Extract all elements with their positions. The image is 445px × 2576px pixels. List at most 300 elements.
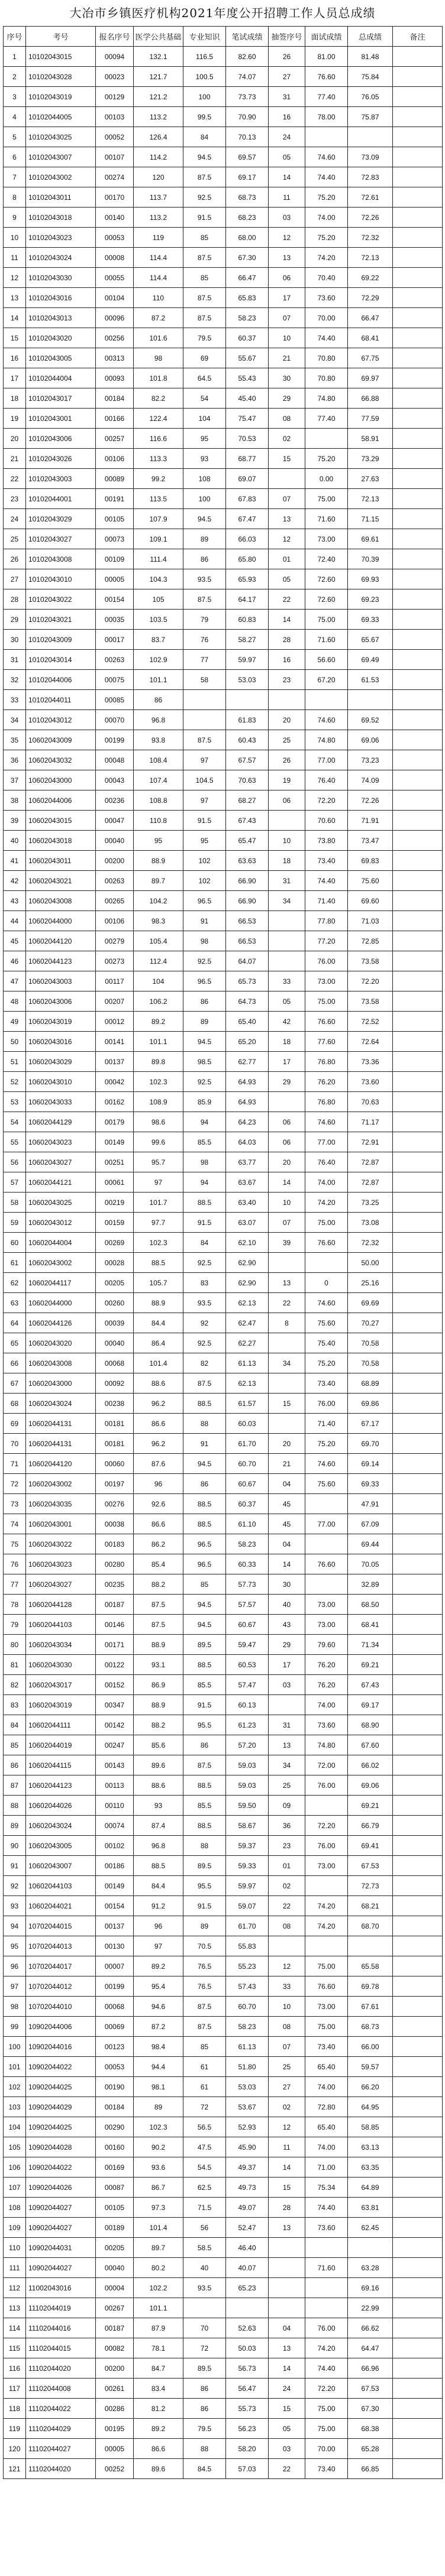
cell-written-score: 53.03 bbox=[226, 2077, 269, 2097]
cell-written-score: 66.90 bbox=[226, 891, 269, 911]
cell-medical-basics: 112.4 bbox=[134, 951, 183, 971]
table-row bbox=[4, 1152, 443, 1172]
cell-exam-number: 10102043012 bbox=[26, 710, 96, 730]
cell-interview-score: 75.40 bbox=[305, 1333, 348, 1353]
cell-interview-score bbox=[305, 1796, 348, 1816]
cell-remarks bbox=[393, 1715, 443, 1735]
cell-exam-number: 10602043002 bbox=[26, 1253, 96, 1273]
cell-exam-number: 10602043006 bbox=[26, 991, 96, 1012]
table-row bbox=[4, 1313, 443, 1333]
cell-interview-score: 73.00 bbox=[305, 1615, 348, 1635]
cell-professional-knowledge: 84 bbox=[183, 127, 226, 147]
cell-medical-basics: 84.4 bbox=[134, 1313, 183, 1333]
cell-written-score: 64.23 bbox=[226, 1112, 269, 1132]
cell-interview-score: 72.20 bbox=[305, 2379, 348, 2399]
cell-total-score: 58.85 bbox=[348, 2117, 393, 2137]
cell-written-score: 64.93 bbox=[226, 1072, 269, 1092]
cell-written-score: 56.47 bbox=[226, 2379, 269, 2399]
cell-total-score: 81.48 bbox=[348, 47, 393, 67]
cell-index: 9 bbox=[4, 208, 26, 228]
cell-draw-number: 30 bbox=[269, 368, 305, 388]
cell-medical-basics: 108.4 bbox=[134, 750, 183, 770]
cell-professional-knowledge: 85 bbox=[183, 1574, 226, 1595]
header-exam-number: 考号 bbox=[26, 27, 96, 47]
cell-remarks bbox=[393, 2157, 443, 2178]
cell-medical-basics: 87.2 bbox=[134, 308, 183, 328]
cell-registration-number: 00105 bbox=[96, 509, 134, 529]
cell-interview-score: 76.20 bbox=[305, 1675, 348, 1695]
cell-medical-basics: 88.9 bbox=[134, 851, 183, 871]
cell-index: 16 bbox=[4, 348, 26, 368]
cell-total-score: 69.17 bbox=[348, 1695, 393, 1715]
cell-written-score: 56.73 bbox=[226, 2358, 269, 2379]
cell-remarks bbox=[393, 1796, 443, 1816]
cell-interview-score: 73.00 bbox=[305, 971, 348, 991]
cell-professional-knowledge: 85.9 bbox=[183, 1092, 226, 1112]
cell-remarks bbox=[393, 710, 443, 730]
cell-exam-number: 10102043026 bbox=[26, 449, 96, 469]
cell-total-score: 63.81 bbox=[348, 2198, 393, 2218]
table-row bbox=[4, 2117, 443, 2137]
cell-registration-number: 00290 bbox=[96, 2117, 134, 2137]
cell-professional-knowledge: 89 bbox=[183, 1012, 226, 1032]
cell-total-score: 69.69 bbox=[348, 1293, 393, 1313]
cell-total-score: 25.16 bbox=[348, 1273, 393, 1293]
cell-written-score: 63.63 bbox=[226, 851, 269, 871]
cell-remarks bbox=[393, 2379, 443, 2399]
cell-remarks bbox=[393, 107, 443, 127]
cell-draw-number: 04 bbox=[269, 1474, 305, 1494]
cell-interview-score: 75.00 bbox=[305, 610, 348, 630]
cell-written-score: 70.63 bbox=[226, 770, 269, 790]
cell-medical-basics: 87.6 bbox=[134, 1454, 183, 1474]
cell-professional-knowledge: 89.5 bbox=[183, 1635, 226, 1655]
table-row bbox=[4, 469, 443, 489]
cell-index: 119 bbox=[4, 2419, 26, 2439]
cell-exam-number: 10602043024 bbox=[26, 1816, 96, 1836]
cell-total-score: 67.09 bbox=[348, 1514, 393, 1534]
cell-draw-number: 07 bbox=[269, 489, 305, 509]
cell-index: 5 bbox=[4, 127, 26, 147]
cell-interview-score: 78.00 bbox=[305, 107, 348, 127]
cell-interview-score: 72.00 bbox=[305, 1755, 348, 1775]
cell-remarks bbox=[393, 1956, 443, 1976]
cell-registration-number: 00068 bbox=[96, 1353, 134, 1373]
cell-index: 12 bbox=[4, 268, 26, 288]
table-row bbox=[4, 328, 443, 348]
cell-total-score: 72.87 bbox=[348, 1172, 393, 1193]
cell-registration-number: 00096 bbox=[96, 308, 134, 328]
cell-draw-number: 13 bbox=[269, 1273, 305, 1293]
cell-exam-number: 10602043000 bbox=[26, 1373, 96, 1394]
cell-written-score: 58.23 bbox=[226, 1534, 269, 1554]
table-row bbox=[4, 2298, 443, 2318]
cell-draw-number: 24 bbox=[269, 2379, 305, 2399]
cell-remarks bbox=[393, 1434, 443, 1454]
cell-exam-number: 10102043014 bbox=[26, 650, 96, 670]
table-row bbox=[4, 1032, 443, 1052]
cell-draw-number: 14 bbox=[269, 610, 305, 630]
cell-registration-number: 00039 bbox=[96, 1313, 134, 1333]
cell-registration-number: 00269 bbox=[96, 1233, 134, 1253]
cell-exam-number: 11102044020 bbox=[26, 2358, 96, 2379]
cell-registration-number: 00106 bbox=[96, 449, 134, 469]
cell-written-score: 68.27 bbox=[226, 790, 269, 811]
cell-written-score: 62.13 bbox=[226, 1293, 269, 1313]
cell-index: 21 bbox=[4, 449, 26, 469]
cell-total-score: 66.62 bbox=[348, 2318, 393, 2338]
header-written-score: 笔试成绩 bbox=[226, 27, 269, 47]
cell-registration-number: 00106 bbox=[96, 911, 134, 931]
cell-index: 98 bbox=[4, 1997, 26, 2017]
cell-index: 94 bbox=[4, 1916, 26, 1936]
cell-medical-basics: 126.4 bbox=[134, 127, 183, 147]
cell-remarks bbox=[393, 1635, 443, 1655]
cell-written-score: 59.03 bbox=[226, 1755, 269, 1775]
cell-written-score: 67.47 bbox=[226, 509, 269, 529]
cell-written-score: 59.07 bbox=[226, 1896, 269, 1916]
cell-total-score: 72.91 bbox=[348, 1132, 393, 1152]
cell-interview-score: 72.60 bbox=[305, 589, 348, 610]
cell-total-score: 70.58 bbox=[348, 1353, 393, 1373]
cell-exam-number: 11102044020 bbox=[26, 2459, 96, 2479]
cell-index: 75 bbox=[4, 1534, 26, 1554]
cell-written-score: 61.23 bbox=[226, 1715, 269, 1735]
cell-exam-number: 10102043021 bbox=[26, 610, 96, 630]
cell-draw-number: 12 bbox=[269, 228, 305, 248]
cell-medical-basics: 109.1 bbox=[134, 529, 183, 549]
cell-draw-number bbox=[269, 2298, 305, 2318]
cell-remarks bbox=[393, 2278, 443, 2298]
cell-index: 52 bbox=[4, 1072, 26, 1092]
cell-written-score: 60.70 bbox=[226, 1454, 269, 1474]
cell-medical-basics: 84.7 bbox=[134, 2358, 183, 2379]
cell-written-score: 53.03 bbox=[226, 670, 269, 690]
cell-total-score: 72.26 bbox=[348, 790, 393, 811]
cell-draw-number: 20 bbox=[269, 710, 305, 730]
cell-interview-score: 74.80 bbox=[305, 1735, 348, 1755]
cell-professional-knowledge: 94.5 bbox=[183, 1454, 226, 1474]
table-row bbox=[4, 1755, 443, 1775]
cell-interview-score: 70.80 bbox=[305, 348, 348, 368]
cell-exam-number: 10602043021 bbox=[26, 871, 96, 891]
cell-exam-number: 10902044025 bbox=[26, 2117, 96, 2137]
cell-remarks bbox=[393, 2057, 443, 2077]
cell-remarks bbox=[393, 147, 443, 167]
cell-medical-basics: 102.9 bbox=[134, 650, 183, 670]
cell-written-score: 65.73 bbox=[226, 971, 269, 991]
cell-exam-number: 10102043005 bbox=[26, 348, 96, 368]
cell-draw-number: 02 bbox=[269, 1876, 305, 1896]
cell-interview-score: 75.00 bbox=[305, 2017, 348, 2037]
cell-written-score: 60.37 bbox=[226, 1494, 269, 1514]
cell-professional-knowledge: 82 bbox=[183, 1353, 226, 1373]
cell-draw-number: 27 bbox=[269, 2077, 305, 2097]
cell-medical-basics: 98.3 bbox=[134, 911, 183, 931]
table-row bbox=[4, 1976, 443, 1997]
cell-written-score: 60.43 bbox=[226, 730, 269, 750]
cell-medical-basics: 89.6 bbox=[134, 2459, 183, 2479]
cell-index: 104 bbox=[4, 2117, 26, 2137]
cell-index: 24 bbox=[4, 509, 26, 529]
cell-interview-score: 77.00 bbox=[305, 1132, 348, 1152]
cell-interview-score: 75.00 bbox=[305, 2419, 348, 2439]
cell-total-score: 63.28 bbox=[348, 2258, 393, 2278]
cell-written-score: 45.90 bbox=[226, 2137, 269, 2157]
cell-draw-number: 20 bbox=[269, 1152, 305, 1172]
cell-index: 15 bbox=[4, 328, 26, 348]
cell-exam-number: 10602044006 bbox=[26, 790, 96, 811]
cell-registration-number: 00247 bbox=[96, 1735, 134, 1755]
cell-index: 30 bbox=[4, 630, 26, 650]
cell-registration-number: 00053 bbox=[96, 2057, 134, 2077]
cell-medical-basics: 86.7 bbox=[134, 2178, 183, 2198]
cell-medical-basics: 78.1 bbox=[134, 2338, 183, 2358]
cell-exam-number: 10602044123 bbox=[26, 951, 96, 971]
cell-written-score: 52.93 bbox=[226, 2117, 269, 2137]
cell-written-score: 61.13 bbox=[226, 2037, 269, 2057]
cell-remarks bbox=[393, 1394, 443, 1414]
cell-interview-score: 71.00 bbox=[305, 2157, 348, 2178]
cell-professional-knowledge: 91 bbox=[183, 1434, 226, 1454]
table-row bbox=[4, 1273, 443, 1293]
cell-index: 101 bbox=[4, 2057, 26, 2077]
cell-registration-number: 00286 bbox=[96, 2399, 134, 2419]
cell-remarks bbox=[393, 187, 443, 208]
cell-professional-knowledge: 87.5 bbox=[183, 2017, 226, 2037]
cell-interview-score bbox=[305, 429, 348, 449]
cell-index: 48 bbox=[4, 991, 26, 1012]
cell-medical-basics: 103.5 bbox=[134, 610, 183, 630]
cell-exam-number: 10902044027 bbox=[26, 2198, 96, 2218]
cell-interview-score: 75.20 bbox=[305, 187, 348, 208]
cell-draw-number: 05 bbox=[269, 2419, 305, 2439]
cell-total-score: 69.06 bbox=[348, 1775, 393, 1796]
cell-interview-score: 70.80 bbox=[305, 368, 348, 388]
cell-medical-basics: 88.9 bbox=[134, 1635, 183, 1655]
cell-index: 95 bbox=[4, 1936, 26, 1956]
cell-professional-knowledge: 58 bbox=[183, 670, 226, 690]
cell-professional-knowledge: 88.5 bbox=[183, 1775, 226, 1796]
cell-exam-number: 10602043035 bbox=[26, 1494, 96, 1514]
table-row bbox=[4, 1353, 443, 1373]
cell-total-score: 64.89 bbox=[348, 2178, 393, 2198]
cell-draw-number: 07 bbox=[269, 2037, 305, 2057]
cell-total-score: 72.20 bbox=[348, 971, 393, 991]
cell-written-score: 57.43 bbox=[226, 1976, 269, 1997]
cell-registration-number: 00137 bbox=[96, 1052, 134, 1072]
cell-registration-number: 00195 bbox=[96, 2419, 134, 2439]
table-row bbox=[4, 1293, 443, 1313]
cell-interview-score: 74.20 bbox=[305, 1916, 348, 1936]
cell-total-score: 68.21 bbox=[348, 1896, 393, 1916]
cell-medical-basics: 88.5 bbox=[134, 1856, 183, 1876]
cell-interview-score: 72.60 bbox=[305, 569, 348, 589]
cell-registration-number: 00087 bbox=[96, 2178, 134, 2198]
cell-remarks bbox=[393, 1213, 443, 1233]
cell-draw-number: 22 bbox=[269, 1293, 305, 1313]
cell-exam-number: 10602043008 bbox=[26, 891, 96, 911]
cell-draw-number bbox=[269, 951, 305, 971]
table-row bbox=[4, 569, 443, 589]
cell-index: 83 bbox=[4, 1695, 26, 1715]
cell-exam-number: 10602043016 bbox=[26, 1032, 96, 1052]
table-row bbox=[4, 1172, 443, 1193]
cell-index: 80 bbox=[4, 1635, 26, 1655]
cell-total-score: 69.21 bbox=[348, 1796, 393, 1816]
cell-interview-score: 71.40 bbox=[305, 1414, 348, 1434]
cell-total-score: 63.13 bbox=[348, 2137, 393, 2157]
cell-index: 96 bbox=[4, 1956, 26, 1976]
cell-interview-score: 76.60 bbox=[305, 1233, 348, 1253]
cell-interview-score: 71.40 bbox=[305, 891, 348, 911]
cell-total-score: 71.17 bbox=[348, 1112, 393, 1132]
cell-remarks bbox=[393, 1494, 443, 1514]
cell-registration-number: 00042 bbox=[96, 1072, 134, 1092]
cell-total-score: 76.05 bbox=[348, 87, 393, 107]
cell-draw-number: 10 bbox=[269, 1997, 305, 2017]
cell-written-score: 57.73 bbox=[226, 1574, 269, 1595]
cell-remarks bbox=[393, 1876, 443, 1896]
cell-total-score: 65.67 bbox=[348, 630, 393, 650]
cell-remarks bbox=[393, 549, 443, 569]
cell-index: 8 bbox=[4, 187, 26, 208]
cell-medical-basics: 114.2 bbox=[134, 147, 183, 167]
cell-index: 85 bbox=[4, 1735, 26, 1755]
cell-exam-number: 10602044004 bbox=[26, 1233, 96, 1253]
cell-draw-number: 22 bbox=[269, 1896, 305, 1916]
cell-draw-number: 13 bbox=[269, 509, 305, 529]
cell-interview-score: 75.00 bbox=[305, 2399, 348, 2419]
cell-registration-number: 00140 bbox=[96, 208, 134, 228]
cell-medical-basics: 110.8 bbox=[134, 811, 183, 831]
cell-remarks bbox=[393, 1997, 443, 2017]
cell-professional-knowledge: 56 bbox=[183, 2218, 226, 2238]
cell-index: 39 bbox=[4, 811, 26, 831]
cell-exam-number: 10602043002 bbox=[26, 1474, 96, 1494]
table-row bbox=[4, 308, 443, 328]
table-row bbox=[4, 1414, 443, 1434]
cell-medical-basics: 94.6 bbox=[134, 1997, 183, 2017]
cell-professional-knowledge: 88 bbox=[183, 1414, 226, 1434]
cell-registration-number: 00040 bbox=[96, 1333, 134, 1353]
table-row bbox=[4, 1836, 443, 1856]
cell-exam-number: 10602044103 bbox=[26, 1615, 96, 1635]
cell-remarks bbox=[393, 2178, 443, 2198]
cell-remarks bbox=[393, 1574, 443, 1595]
table-row bbox=[4, 147, 443, 167]
cell-exam-number: 10602044000 bbox=[26, 1293, 96, 1313]
cell-interview-score: 73.00 bbox=[305, 1856, 348, 1876]
cell-total-score: 47.91 bbox=[348, 1494, 393, 1514]
cell-exam-number: 10602043007 bbox=[26, 1856, 96, 1876]
cell-interview-score: 75.00 bbox=[305, 991, 348, 1012]
cell-exam-number: 10602043010 bbox=[26, 1072, 96, 1092]
table-row bbox=[4, 1896, 443, 1916]
cell-registration-number: 00190 bbox=[96, 2077, 134, 2097]
table-row bbox=[4, 1735, 443, 1755]
cell-registration-number: 00166 bbox=[96, 409, 134, 429]
cell-interview-score: 77.40 bbox=[305, 409, 348, 429]
table-row bbox=[4, 87, 443, 107]
cell-registration-number: 00197 bbox=[96, 1474, 134, 1494]
cell-registration-number: 00023 bbox=[96, 67, 134, 87]
cell-professional-knowledge: 93 bbox=[183, 449, 226, 469]
cell-remarks bbox=[393, 368, 443, 388]
cell-professional-knowledge: 87.5 bbox=[183, 589, 226, 610]
cell-remarks bbox=[393, 2318, 443, 2338]
cell-interview-score: 77.60 bbox=[305, 1032, 348, 1052]
cell-exam-number: 10602043015 bbox=[26, 811, 96, 831]
cell-draw-number: 15 bbox=[269, 449, 305, 469]
cell-interview-score: 74.60 bbox=[305, 710, 348, 730]
cell-draw-number: 06 bbox=[269, 1112, 305, 1132]
cell-written-score: 59.37 bbox=[226, 1836, 269, 1856]
cell-draw-number: 05 bbox=[269, 569, 305, 589]
cell-index: 88 bbox=[4, 1796, 26, 1816]
cell-professional-knowledge: 100.5 bbox=[183, 67, 226, 87]
cell-written-score: 57.47 bbox=[226, 1675, 269, 1695]
cell-medical-basics: 93.8 bbox=[134, 730, 183, 750]
cell-professional-knowledge: 85 bbox=[183, 228, 226, 248]
cell-interview-score: 74.80 bbox=[305, 388, 348, 409]
cell-professional-knowledge: 92.5 bbox=[183, 1333, 226, 1353]
cell-medical-basics: 96 bbox=[134, 1916, 183, 1936]
cell-index: 113 bbox=[4, 2298, 26, 2318]
table-row bbox=[4, 2017, 443, 2037]
table-row bbox=[4, 991, 443, 1012]
cell-written-score: 75.47 bbox=[226, 409, 269, 429]
table-row bbox=[4, 167, 443, 187]
cell-interview-score: 72.20 bbox=[305, 1816, 348, 1836]
cell-remarks bbox=[393, 1775, 443, 1796]
cell-professional-knowledge: 94.5 bbox=[183, 1615, 226, 1635]
cell-remarks bbox=[393, 1695, 443, 1715]
cell-written-score: 52.47 bbox=[226, 2218, 269, 2238]
cell-total-score: 72.26 bbox=[348, 208, 393, 228]
cell-professional-knowledge: 83 bbox=[183, 1273, 226, 1293]
cell-interview-score: 74.20 bbox=[305, 248, 348, 268]
cell-medical-basics: 86.6 bbox=[134, 1414, 183, 1434]
table-row bbox=[4, 1715, 443, 1735]
cell-professional-knowledge: 92.5 bbox=[183, 951, 226, 971]
cell-total-score: 73.47 bbox=[348, 831, 393, 851]
cell-interview-score: 74.60 bbox=[305, 1454, 348, 1474]
cell-professional-knowledge: 87.5 bbox=[183, 1373, 226, 1394]
cell-exam-number: 10602043029 bbox=[26, 1052, 96, 1072]
cell-exam-number: 10602043023 bbox=[26, 1554, 96, 1574]
cell-medical-basics: 93.1 bbox=[134, 1655, 183, 1675]
table-row bbox=[4, 931, 443, 951]
cell-exam-number: 10102044011 bbox=[26, 690, 96, 710]
cell-written-score: 63.07 bbox=[226, 1213, 269, 1233]
cell-written-score: 49.07 bbox=[226, 2198, 269, 2218]
table-row bbox=[4, 429, 443, 449]
cell-index: 14 bbox=[4, 308, 26, 328]
cell-registration-number: 00181 bbox=[96, 1414, 134, 1434]
cell-written-score: 49.37 bbox=[226, 2157, 269, 2178]
cell-index: 47 bbox=[4, 971, 26, 991]
cell-medical-basics: 107.9 bbox=[134, 509, 183, 529]
table-row bbox=[4, 1635, 443, 1655]
cell-total-score: 64.95 bbox=[348, 2097, 393, 2117]
cell-medical-basics: 108.8 bbox=[134, 790, 183, 811]
cell-written-score: 55.67 bbox=[226, 348, 269, 368]
cell-index: 18 bbox=[4, 388, 26, 409]
cell-index: 116 bbox=[4, 2358, 26, 2379]
cell-professional-knowledge: 104 bbox=[183, 409, 226, 429]
cell-medical-basics: 92.6 bbox=[134, 1494, 183, 1514]
